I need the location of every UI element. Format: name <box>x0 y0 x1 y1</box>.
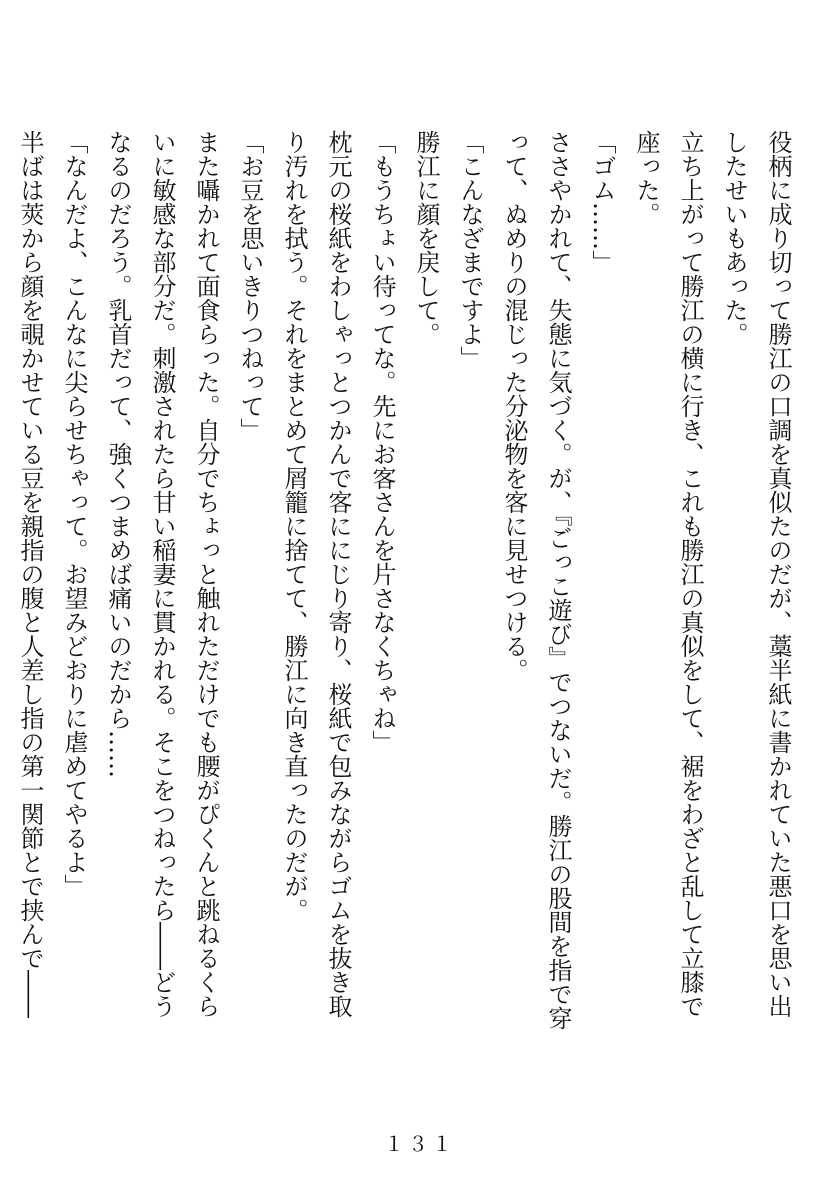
paragraph-9: 「お豆を思いきりつねって」 <box>236 130 264 442</box>
paragraph-1: 役柄に成り切って勝江の口調を真似たのだが、藁半紙に書かれていた悪口を思い出したせいもあった。 <box>720 130 792 1018</box>
paragraph-6: 勝江に顔を戻して。 <box>412 130 440 346</box>
paragraph-8: 枕元の桜紙をわしゃっとつかんで客ににじり寄り、桜紙で包みながらゴムを抜き取り汚れを拭う。それをまとめて屑籠に捨てて、勝江に向き直ったのだが。 <box>280 130 352 1018</box>
vertical-text-block <box>0 130 800 1030</box>
paragraph-2: 立ち上がって勝江の横に行き、これも勝江の真似をして、裾をわざと乱して立膝で座った。 <box>632 130 704 1018</box>
paragraph-7: 「もうちょい待ってな。先にお客さんを片さなくちゃね」 <box>368 130 396 754</box>
paragraph-11: 「なんだよ、こんなに尖らせちゃって。お望みどおりに虐めてやるよ」 <box>60 130 88 898</box>
paragraph-12: 半ばは莢から顔を覗かせている豆を親指の腹と人差し指の第一関節とで挟んで―― <box>16 130 44 1018</box>
paragraph-4: ささやかれて、失態に気づく。が、『ごっこ遊び』でつないだ。勝江の股間を指で穿って、ぬめりの混じった分泌物を客に見せつける。 <box>500 130 572 1030</box>
paragraph-3: 「ゴム……」 <box>588 130 616 274</box>
paragraph-5: 「こんなざまですよ」 <box>456 130 484 370</box>
paragraph-10: また囁かれて面食らった。自分でちょっと触れただけでも腰がぴくんと跳ねるくらいに敏感な部分だ。刺激されたら甘い稲妻に貫かれる。そこをつねったら――どうなるのだろう。乳首だって、強くつまめば痛いのだから…… <box>104 130 220 1018</box>
page-number: １３１ <box>384 1132 456 1156</box>
